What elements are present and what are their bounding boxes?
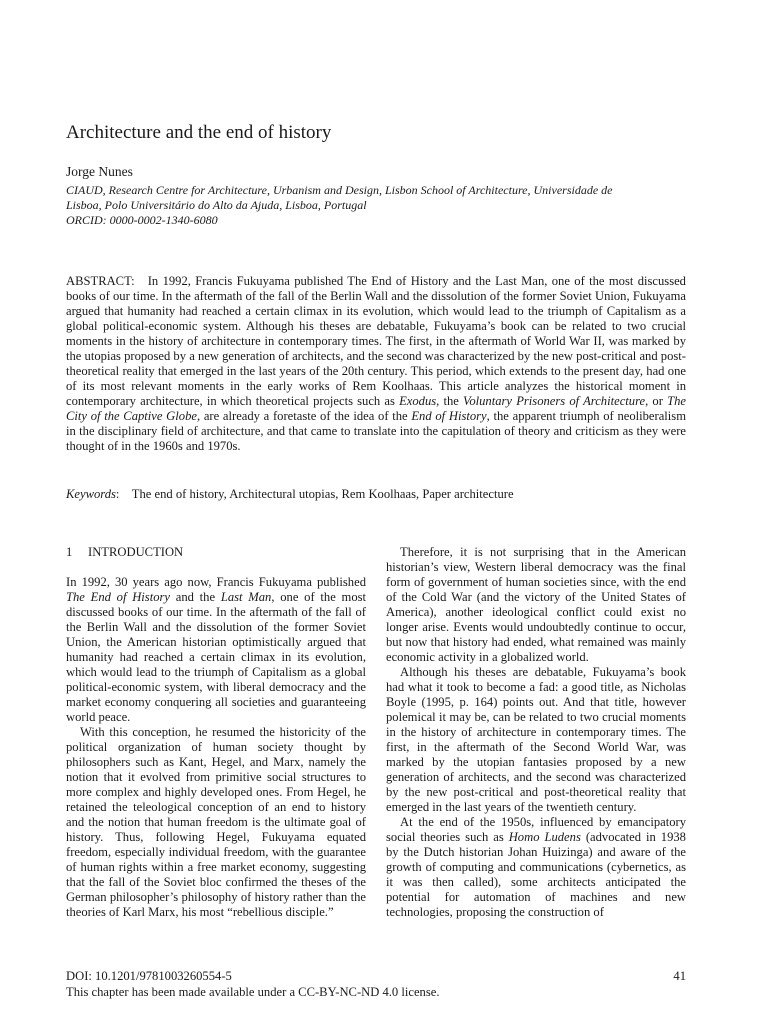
abstract-italic: The City of the Captive Globe	[66, 394, 686, 423]
paragraph: In 1992, 30 years ago now, Francis Fukuyama published The End of History and the Last Man, one of the most discussed books of our time. In the aftermath of the fall of the Berlin Wall and the dissolution of the former Soviet Union, the American historian optimistically argued that humanity had reached a certain climax in its evolution, which would lead to the triumph of Capitalism as a global political-economic system, with liberal democracy and the market economy conquering all societies and guaranteeing world peace.	[66, 575, 367, 724]
abstract-text: , are already a foretaste of the idea of the	[196, 409, 412, 423]
abstract-text: , the apparent triumph of neoliberalism in the disciplinary field of architecture, and that came to translate into the capitulation of theory and criticism as they were thought of in the 1960s and 1970s.	[66, 409, 687, 453]
license-notice: This chapter has been made available under a CC-BY-NC-ND 4.0 license.	[66, 985, 440, 999]
keywords: Keywords: The end of history, Architectural utopias, Rem Koolhaas, Paper architecture	[66, 487, 514, 501]
paragraph: Although his theses are debatable, Fukuyama’s book had what it took to become a fad: a good title, as Nicholas Boyle (1995, p. 164) points out. And that title, however polemical it may be, can be related to two crucial moments in the history of architecture in contemporary times. The first, in the aftermath of the Second World War, was marked by the utopian fantasies proposed by a new generation of architects, and the second was characterized by the new post-critical and post-theoretical reality that emerged in the last years of the twentieth century.	[386, 665, 686, 814]
abstract	[66, 274, 686, 454]
paragraph: At the end of the 1950s, influenced by emancipatory social theories such as Homo Ludens (advocated in 1938 by the Dutch historian Johan Huizinga) and aware of the growth of computing and communications (cybernetics, as it was then called), some architects anticipated the potential for automation of machines and new technologies, proposing the construction of	[386, 815, 686, 919]
paper-title: Architecture and the end of history	[66, 122, 332, 143]
abstract-text: , the	[436, 394, 464, 408]
affiliation-line: Lisboa, Polo Universitário do Alto da Ajuda, Lisboa, Portugal	[66, 198, 367, 212]
abstract-italic: End of History	[411, 409, 487, 423]
section-title: INTRODUCTION	[88, 545, 184, 559]
abstract-italic: Voluntary Prisoners of Architecture	[463, 394, 646, 408]
page-number: 41	[673, 969, 686, 983]
affiliation-line: CIAUD, Research Centre for Architecture, Urbanism and Design, Lisbon School of Architecture, Universidade de	[66, 183, 613, 197]
section-number: 1	[66, 545, 73, 559]
abstract-text: In 1992, Francis Fukuyama published The End of History and the Last Man, one of the most discussed books of our time. In the aftermath of the fall of the Berlin Wall and the dissolution of the former Soviet Union, Fukuyama argued that humanity had reached a certain climax in its evolution, which would lead to the triumph of Capitalism as a global political-economic system. Although his theses are debatable, Fukuyama’s book can be related to two crucial moments in the history of architecture in contemporary times. The first, in the aftermath of World War II, was marked by the utopias proposed by a new generation of architects, and the second was characterized by the new post-critical and post-theoretical reality that emerged in the last years of the 20th century. This period, which extends to the present day, had one of its most relevant moments in the early works of Rem Koolhaas. This article analyzes the historical moment in contemporary architecture, in which theoretical projects such as	[66, 274, 686, 408]
right-column	[386, 545, 686, 920]
orcid-line: ORCID: 0000-0002-1340-6080	[66, 213, 218, 227]
left-column	[66, 545, 366, 920]
keywords-value: The end of history, Architectural utopias, Rem Koolhaas, Paper architecture	[131, 487, 514, 501]
keywords-label: Keywords	[66, 487, 116, 501]
doi-footer: DOI: 10.1201/9781003260554-5	[66, 969, 232, 983]
author-name: Jorge Nunes	[66, 164, 133, 179]
section-heading	[66, 545, 366, 560]
abstract-text: , or	[645, 394, 668, 408]
paragraph: Therefore, it is not surprising that in the American historian’s view, Western liberal democracy was the final form of government of human societies since, with the end of the Cold War (and the victory of the United States of America), another ideological conflict could exist no longer arise. Events would undoubtedly continue to occur, but now that history had ended, what remained was mainly economic activity in a globalized world.	[386, 545, 686, 664]
paragraph: With this conception, he resumed the historicity of the political organization of human society thought by philosophers such as Kant, Hegel, and Marx, namely the notion that it evolved from primitive social structures to more complex and highly developed ones. From Hegel, he retained the teleological conception of an end to history and the notion that human freedom is the ultimate goal of history. Thus, following Hegel, Fukuyama equated freedom, especially individual freedom, with the guarantee of human rights within a free market economy, suggesting that the fall of the Soviet bloc confirmed the theses of the German philosopher’s philosophy of history rather than the theories of Karl Marx, his most “rebellious disciple.”	[66, 725, 366, 919]
abstract-italic: Exodus	[399, 394, 437, 408]
abstract-label: ABSTRACT:	[66, 274, 135, 288]
